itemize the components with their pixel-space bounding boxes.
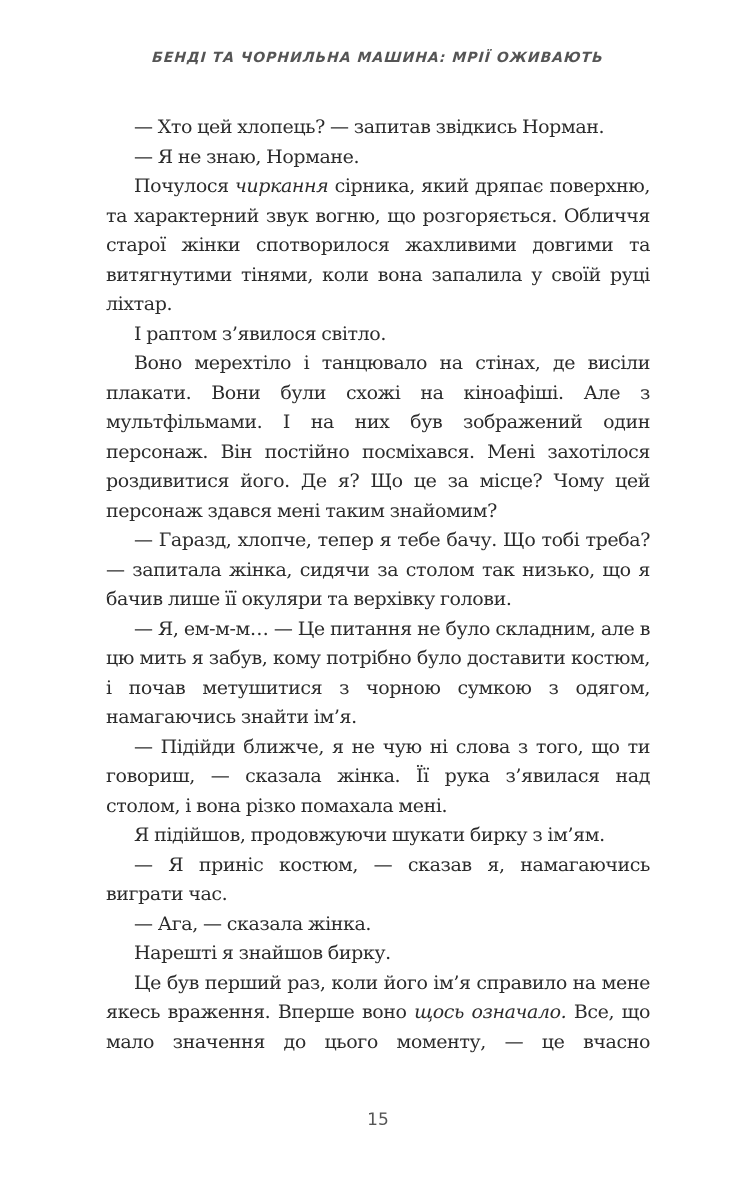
paragraph: — Хто цей хлопець? — запитав звідкись Норман. <box>134 116 605 138</box>
paragraph: — Підійди ближче, я не чую ні слова з того, що ти говориш, — сказала жінка. Її рука з’явилася над столом, і вона різко помахала мені. <box>106 735 650 817</box>
paragraph: Я підійшов, продовжуючи шукати бирку з ім’ям. <box>134 824 605 846</box>
paragraph-text: Це був перший раз, коли його ім’я справило на мене якесь враження. Вперше воно <box>106 971 650 1023</box>
emphasis-text: чиркання <box>235 175 329 197</box>
paragraph-text: Почулося <box>134 175 235 197</box>
paragraph: — Ага, — сказала жінка. <box>134 912 372 935</box>
body-text <box>106 113 650 1057</box>
emphasis-text: щось означало. <box>414 1001 567 1023</box>
paragraph <box>106 172 650 320</box>
paragraph: Нарешті я знайшов бирку. <box>134 942 391 964</box>
paragraph <box>106 969 650 1058</box>
paragraph: І раптом з’явилося світло. <box>134 322 386 345</box>
paragraph-text: сірника, який дряпає поверхню, та характерний звук вогню, що розгоряється. Обличчя старої жінки спотворилося жахливими довгими та витягнутими тінями, коли вона запалила у своїй руці ліхтар. <box>106 175 651 315</box>
paragraph: Воно мерехтіло і танцювало на стінах, де висіли плакати. Вони були схожі на кіноафіші. Але з мультфільмами. І на них був зображений один персонаж. Він постійно посміхався. Мені захотілося роздивитися його. Де я? Що це за місце? Чому цей персонаж здався мені таким знайомим? <box>106 352 650 522</box>
paragraph: — Я не знаю, Нормане. <box>134 145 360 168</box>
running-head: БЕНДІ ТА ЧОРНИЛЬНА МАШИНА: МРІЇ ОЖИВАЮТЬ <box>151 50 605 66</box>
paragraph: — Гаразд, хлопче, тепер я тебе бачу. Що тобі треба? — запитала жінка, сидячи за столом так низько, що я бачив лише її окуляри та верхівку голови. <box>106 529 650 610</box>
paragraph-text: Все, що мало значення до цього моменту, — це вчасно <box>106 1001 650 1053</box>
page-number: 15 <box>367 1110 389 1130</box>
paragraph: — Я приніс костюм, — сказав я, намагаючись виграти час. <box>106 853 650 905</box>
paragraph: — Я, ем-м-м… — Це питання не було складним, але в цю мить я забув, кому потрібно було доставити костюм, і почав метушитися з чорною сумкою з одягом, намагаючись знайти ім’я. <box>106 617 650 728</box>
